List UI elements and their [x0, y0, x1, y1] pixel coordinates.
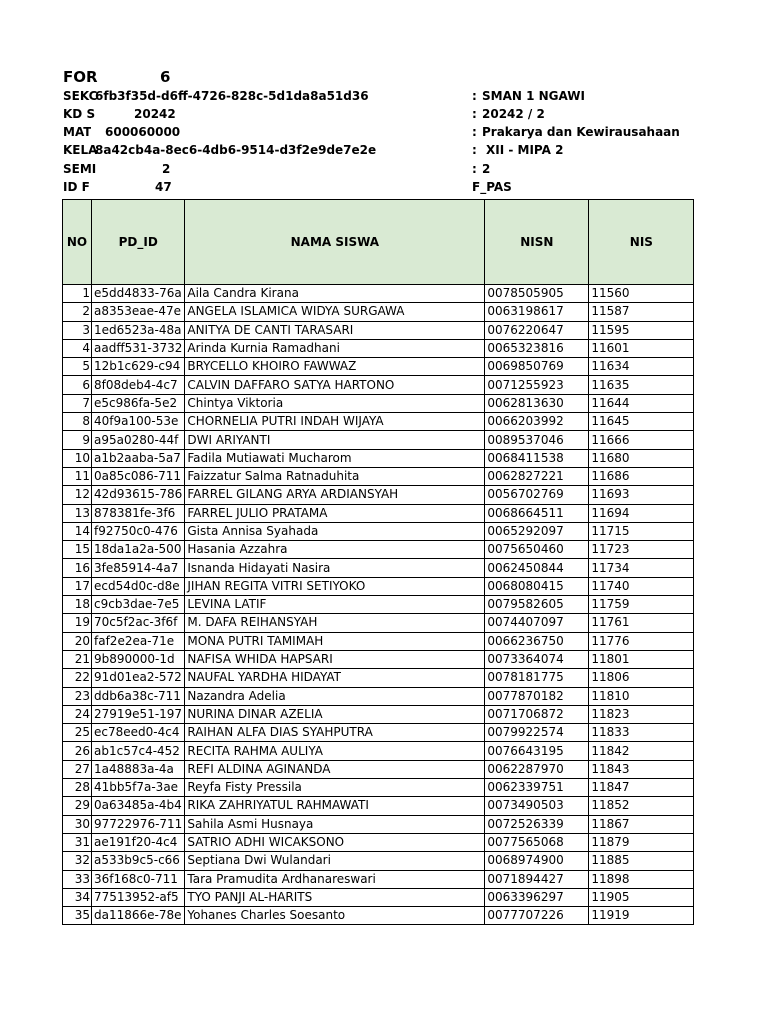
cell-nisn[interactable]: 0078505905	[485, 285, 589, 303]
cell-nisn[interactable]: 0068411538	[485, 449, 589, 467]
cell-pd-id[interactable]: 1a48883a-4a	[92, 760, 185, 778]
cell-pd-id[interactable]: a8353eae-47e	[92, 303, 185, 321]
mat-colon: :	[472, 125, 477, 139]
sekolah-colon: :	[472, 89, 477, 103]
cell-no[interactable]: 29	[63, 797, 92, 815]
cell-nis[interactable]: 11680	[589, 449, 694, 467]
cell-nis[interactable]: 11905	[589, 888, 694, 906]
cell-nama-siswa[interactable]: RECITA RAHMA AULIYA	[185, 742, 485, 760]
cell-nisn[interactable]: 0078181775	[485, 669, 589, 687]
cell-nisn[interactable]: 0062287970	[485, 760, 589, 778]
cell-nis[interactable]: 11634	[589, 358, 694, 376]
cell-pd-id[interactable]: da11866e-78e	[92, 907, 185, 925]
cell-no[interactable]: 2	[63, 303, 92, 321]
cell-nis[interactable]: 11759	[589, 596, 694, 614]
cell-no[interactable]: 28	[63, 779, 92, 797]
cell-nisn[interactable]: 0071706872	[485, 705, 589, 723]
cell-pd-id[interactable]: 9b890000-1d	[92, 650, 185, 668]
table-row[interactable]	[63, 833, 694, 851]
cell-no[interactable]: 31	[63, 833, 92, 851]
cell-pd-id[interactable]: 77513952-af5	[92, 888, 185, 906]
cell-nis[interactable]: 11666	[589, 431, 694, 449]
cell-nama-siswa[interactable]: Aila Candra Kirana	[185, 285, 485, 303]
column-header-nama-siswa: NAMA SISWA	[185, 200, 485, 285]
cell-nisn[interactable]: 0075650460	[485, 541, 589, 559]
table-row[interactable]	[63, 394, 694, 412]
cell-nis[interactable]: 11843	[589, 760, 694, 778]
table-row[interactable]	[63, 522, 694, 540]
cell-nisn[interactable]: 0063396297	[485, 888, 589, 906]
cell-nama-siswa[interactable]: ANGELA ISLAMICA WIDYA SURGAWA	[185, 303, 485, 321]
cell-no[interactable]: 24	[63, 705, 92, 723]
kd-right: 20242 / 2	[482, 107, 545, 121]
cell-no[interactable]: 25	[63, 724, 92, 742]
cell-no[interactable]: 1	[63, 285, 92, 303]
cell-nama-siswa[interactable]: Gista Annisa Syahada	[185, 522, 485, 540]
cell-no[interactable]: 20	[63, 632, 92, 650]
cell-pd-id[interactable]: a533b9c5-c66	[92, 852, 185, 870]
cell-nama-siswa[interactable]: Hasania Azzahra	[185, 541, 485, 559]
cell-pd-id[interactable]: a1b2aaba-5a7	[92, 449, 185, 467]
cell-nama-siswa[interactable]: Septiana Dwi Wulandari	[185, 852, 485, 870]
table-row[interactable]	[63, 705, 694, 723]
cell-nisn[interactable]: 0089537046	[485, 431, 589, 449]
cell-no[interactable]: 11	[63, 467, 92, 485]
form-value: 6	[160, 69, 171, 85]
cell-pd-id[interactable]: a95a0280-44f	[92, 431, 185, 449]
cell-pd-id[interactable]: 3fe85914-4a7	[92, 559, 185, 577]
cell-pd-id[interactable]: 70c5f2ac-3f6f	[92, 614, 185, 632]
cell-pd-id[interactable]: e5dd4833-76a	[92, 285, 185, 303]
table-row[interactable]	[63, 797, 694, 815]
cell-pd-id[interactable]: 0a85c086-711	[92, 467, 185, 485]
cell-nis[interactable]: 11823	[589, 705, 694, 723]
cell-no[interactable]: 33	[63, 870, 92, 888]
table-body	[63, 285, 694, 925]
cell-nama-siswa[interactable]: Yohanes Charles Soesanto	[185, 907, 485, 925]
cell-nisn[interactable]: 0072526339	[485, 815, 589, 833]
student-table	[62, 199, 694, 925]
kelas-right: XII - MIPA 2	[486, 143, 564, 157]
mat-value: 600060000	[105, 125, 181, 139]
cell-nama-siswa[interactable]: NAUFAL YARDHA HIDAYAT	[185, 669, 485, 687]
cell-nis[interactable]: 11601	[589, 339, 694, 357]
cell-no[interactable]: 10	[63, 449, 92, 467]
idf-value: 47	[155, 180, 172, 194]
cell-pd-id[interactable]: 41bb5f7a-3ae	[92, 779, 185, 797]
cell-nisn[interactable]: 0062450844	[485, 559, 589, 577]
cell-nama-siswa[interactable]: NAFISA WHIDA HAPSARI	[185, 650, 485, 668]
cell-pd-id[interactable]: 27919e51-197	[92, 705, 185, 723]
cell-no[interactable]: 21	[63, 650, 92, 668]
table-row[interactable]	[63, 596, 694, 614]
table-row[interactable]	[63, 339, 694, 357]
cell-nisn[interactable]: 0071894427	[485, 870, 589, 888]
table-row[interactable]	[63, 467, 694, 485]
cell-no[interactable]: 23	[63, 687, 92, 705]
cell-nama-siswa[interactable]: FARREL GILANG ARYA ARDIANSYAH	[185, 486, 485, 504]
table-row[interactable]	[63, 358, 694, 376]
semester-value: 2	[162, 162, 171, 176]
table-row[interactable]	[63, 614, 694, 632]
table-row[interactable]	[63, 303, 694, 321]
table-row[interactable]	[63, 449, 694, 467]
cell-nisn[interactable]: 0071255923	[485, 376, 589, 394]
cell-nis[interactable]: 11898	[589, 870, 694, 888]
cell-nisn[interactable]: 0056702769	[485, 486, 589, 504]
cell-nis[interactable]: 11885	[589, 852, 694, 870]
cell-nisn[interactable]: 0077707226	[485, 907, 589, 925]
cell-nama-siswa[interactable]: ANITYA DE CANTI TARASARI	[185, 321, 485, 339]
cell-no[interactable]: 6	[63, 376, 92, 394]
cell-pd-id[interactable]: 0a63485a-4b4	[92, 797, 185, 815]
form-label: FOR	[63, 69, 98, 85]
cell-nis[interactable]: 11919	[589, 907, 694, 925]
cell-nama-siswa[interactable]: CALVIN DAFFARO SATYA HARTONO	[185, 376, 485, 394]
semester-label: SEMI	[63, 162, 97, 176]
cell-nisn[interactable]: 0062339751	[485, 779, 589, 797]
cell-no[interactable]: 16	[63, 559, 92, 577]
cell-no[interactable]: 8	[63, 413, 92, 431]
cell-no[interactable]: 22	[63, 669, 92, 687]
cell-nis[interactable]: 11810	[589, 687, 694, 705]
cell-nis[interactable]: 11587	[589, 303, 694, 321]
table-row[interactable]	[63, 815, 694, 833]
table-row[interactable]	[63, 669, 694, 687]
cell-nis[interactable]: 11806	[589, 669, 694, 687]
cell-nis[interactable]: 11635	[589, 376, 694, 394]
table-row[interactable]	[63, 724, 694, 742]
cell-no[interactable]: 15	[63, 541, 92, 559]
cell-nama-siswa[interactable]: SATRIO ADHI WICAKSONO	[185, 833, 485, 851]
cell-pd-id[interactable]: 8f08deb4-4c7	[92, 376, 185, 394]
cell-no[interactable]: 12	[63, 486, 92, 504]
table-row[interactable]	[63, 504, 694, 522]
cell-no[interactable]: 32	[63, 852, 92, 870]
cell-nisn[interactable]: 0062827221	[485, 467, 589, 485]
cell-nisn[interactable]: 0076643195	[485, 742, 589, 760]
idf-right: F_PAS	[472, 180, 512, 194]
cell-nama-siswa[interactable]: Isnanda Hidayati Nasira	[185, 559, 485, 577]
cell-pd-id[interactable]: 18da1a2a-500	[92, 541, 185, 559]
cell-pd-id[interactable]: aadff531-3732	[92, 339, 185, 357]
cell-pd-id[interactable]: 42d93615-786	[92, 486, 185, 504]
cell-pd-id[interactable]: 1ed6523a-48a	[92, 321, 185, 339]
cell-nama-siswa[interactable]: Tara Pramudita Ardhanareswari	[185, 870, 485, 888]
cell-no[interactable]: 18	[63, 596, 92, 614]
cell-nisn[interactable]: 0068974900	[485, 852, 589, 870]
cell-nis[interactable]: 11644	[589, 394, 694, 412]
mat-label: MAT	[63, 125, 92, 139]
cell-pd-id[interactable]: 91d01ea2-572	[92, 669, 185, 687]
cell-no[interactable]: 34	[63, 888, 92, 906]
cell-nisn[interactable]: 0069850769	[485, 358, 589, 376]
column-header-nis: NIS	[589, 200, 694, 285]
cell-no[interactable]: 5	[63, 358, 92, 376]
kelas-id: 8a42cb4a-8ec6-4db6-9514-d3f2e9de7e2e	[95, 143, 377, 157]
cell-nama-siswa[interactable]: Chintya Viktoria	[185, 394, 485, 412]
cell-nis[interactable]: 11645	[589, 413, 694, 431]
cell-no[interactable]: 19	[63, 614, 92, 632]
cell-nis[interactable]: 11833	[589, 724, 694, 742]
table-row[interactable]	[63, 852, 694, 870]
cell-nisn[interactable]: 0063198617	[485, 303, 589, 321]
table-row[interactable]	[63, 285, 694, 303]
column-header-nisn: NISN	[485, 200, 589, 285]
cell-pd-id[interactable]: c9cb3dae-7e5	[92, 596, 185, 614]
cell-nisn[interactable]: 0065323816	[485, 339, 589, 357]
table-row[interactable]	[63, 541, 694, 559]
cell-nis[interactable]: 11842	[589, 742, 694, 760]
cell-no[interactable]: 27	[63, 760, 92, 778]
table-row[interactable]	[63, 687, 694, 705]
cell-no[interactable]: 30	[63, 815, 92, 833]
cell-nama-siswa[interactable]: RIKA ZAHRIYATUL RAHMAWATI	[185, 797, 485, 815]
table-row[interactable]	[63, 577, 694, 595]
cell-nis[interactable]: 11852	[589, 797, 694, 815]
cell-nis[interactable]: 11686	[589, 467, 694, 485]
cell-no[interactable]: 3	[63, 321, 92, 339]
cell-nama-siswa[interactable]: Fadila Mutiawati Mucharom	[185, 449, 485, 467]
cell-pd-id[interactable]: 878381fe-3f6	[92, 504, 185, 522]
cell-nama-siswa[interactable]: MONA PUTRI TAMIMAH	[185, 632, 485, 650]
cell-pd-id[interactable]: ecd54d0c-d8e	[92, 577, 185, 595]
table-row[interactable]	[63, 742, 694, 760]
cell-pd-id[interactable]: 40f9a100-53e	[92, 413, 185, 431]
column-header-no: NO	[63, 200, 92, 285]
cell-nis[interactable]: 11694	[589, 504, 694, 522]
cell-no[interactable]: 14	[63, 522, 92, 540]
table-row[interactable]	[63, 321, 694, 339]
cell-no[interactable]: 7	[63, 394, 92, 412]
cell-nis[interactable]: 11715	[589, 522, 694, 540]
cell-nama-siswa[interactable]: FARREL JULIO PRATAMA	[185, 504, 485, 522]
cell-no[interactable]: 17	[63, 577, 92, 595]
cell-nis[interactable]: 11776	[589, 632, 694, 650]
cell-nisn[interactable]: 0066203992	[485, 413, 589, 431]
cell-nis[interactable]: 11761	[589, 614, 694, 632]
cell-nis[interactable]: 11693	[589, 486, 694, 504]
cell-nama-siswa[interactable]: LEVINA LATIF	[185, 596, 485, 614]
cell-nis[interactable]: 11560	[589, 285, 694, 303]
table-row[interactable]	[63, 760, 694, 778]
cell-pd-id[interactable]: 97722976-711	[92, 815, 185, 833]
cell-nama-siswa[interactable]: Sahila Asmi Husnaya	[185, 815, 485, 833]
cell-nis[interactable]: 11595	[589, 321, 694, 339]
cell-nis[interactable]: 11879	[589, 833, 694, 851]
cell-nisn[interactable]: 0068080415	[485, 577, 589, 595]
cell-no[interactable]: 4	[63, 339, 92, 357]
table-row[interactable]	[63, 413, 694, 431]
sekolah-name: SMAN 1 NGAWI	[482, 89, 585, 103]
cell-nama-siswa[interactable]: REFI ALDINA AGINANDA	[185, 760, 485, 778]
cell-no[interactable]: 26	[63, 742, 92, 760]
cell-pd-id[interactable]: ddb6a38c-711	[92, 687, 185, 705]
cell-nis[interactable]: 11847	[589, 779, 694, 797]
semester-colon: :	[472, 162, 477, 176]
column-header-pd-id: PD_ID	[92, 200, 185, 285]
cell-nama-siswa[interactable]: RAIHAN ALFA DIAS SYAHPUTRA	[185, 724, 485, 742]
cell-nis[interactable]: 11867	[589, 815, 694, 833]
table-header-row	[63, 200, 694, 285]
table-row[interactable]	[63, 632, 694, 650]
kd-colon: :	[472, 107, 477, 121]
cell-no[interactable]: 9	[63, 431, 92, 449]
cell-nama-siswa[interactable]: JIHAN REGITA VITRI SETIYOKO	[185, 577, 485, 595]
cell-nisn[interactable]: 0077565068	[485, 833, 589, 851]
cell-nama-siswa[interactable]: NURINA DINAR AZELIA	[185, 705, 485, 723]
cell-nama-siswa[interactable]: DWI ARIYANTI	[185, 431, 485, 449]
table-row[interactable]	[63, 431, 694, 449]
cell-nisn[interactable]: 0074407097	[485, 614, 589, 632]
cell-pd-id[interactable]: f92750c0-476	[92, 522, 185, 540]
cell-nisn[interactable]: 0066236750	[485, 632, 589, 650]
cell-nisn[interactable]: 0062813630	[485, 394, 589, 412]
cell-pd-id[interactable]: ab1c57c4-452	[92, 742, 185, 760]
kd-label: KD S	[63, 107, 96, 121]
cell-nama-siswa[interactable]: M. DAFA REIHANSYAH	[185, 614, 485, 632]
cell-pd-id[interactable]: e5c986fa-5e2	[92, 394, 185, 412]
cell-nama-siswa[interactable]: Faizzatur Salma Ratnaduhita	[185, 467, 485, 485]
cell-nisn[interactable]: 0065292097	[485, 522, 589, 540]
cell-nis[interactable]: 11723	[589, 541, 694, 559]
cell-nama-siswa[interactable]: CHORNELIA PUTRI INDAH WIJAYA	[185, 413, 485, 431]
table-row[interactable]	[63, 888, 694, 906]
cell-nama-siswa[interactable]: BRYCELLO KHOIRO FAWWAZ	[185, 358, 485, 376]
table-row[interactable]	[63, 870, 694, 888]
table-row[interactable]	[63, 779, 694, 797]
cell-nisn[interactable]: 0073364074	[485, 650, 589, 668]
table-row[interactable]	[63, 559, 694, 577]
kd-value: 20242	[134, 107, 176, 121]
cell-pd-id[interactable]: 36f168c0-711	[92, 870, 185, 888]
cell-no[interactable]: 13	[63, 504, 92, 522]
idf-label: ID F	[63, 180, 90, 194]
cell-nisn[interactable]: 0068664511	[485, 504, 589, 522]
table-row[interactable]	[63, 486, 694, 504]
cell-nisn[interactable]: 0079582605	[485, 596, 589, 614]
kelas-label: KELA	[63, 143, 98, 157]
cell-nisn[interactable]: 0073490503	[485, 797, 589, 815]
cell-nama-siswa[interactable]: TYO PANJI AL-HARITS	[185, 888, 485, 906]
table-row[interactable]	[63, 907, 694, 925]
cell-pd-id[interactable]: 12b1c629-c94	[92, 358, 185, 376]
cell-pd-id[interactable]: ae191f20-4c4	[92, 833, 185, 851]
sekolah-id: 6fb3f35d-d6ff-4726-828c-5d1da8a51d36	[95, 89, 369, 103]
cell-nis[interactable]: 11734	[589, 559, 694, 577]
kelas-colon: :	[472, 143, 477, 157]
table-row[interactable]	[63, 376, 694, 394]
cell-nis[interactable]: 11740	[589, 577, 694, 595]
cell-nama-siswa[interactable]: Reyfa Fisty Pressila	[185, 779, 485, 797]
sekolah-label: SEKC	[63, 89, 98, 103]
cell-nis[interactable]: 11801	[589, 650, 694, 668]
cell-nisn[interactable]: 0079922574	[485, 724, 589, 742]
cell-pd-id[interactable]: ec78eed0-4c4	[92, 724, 185, 742]
cell-pd-id[interactable]: faf2e2ea-71e	[92, 632, 185, 650]
cell-nama-siswa[interactable]: Nazandra Adelia	[185, 687, 485, 705]
cell-nisn[interactable]: 0077870182	[485, 687, 589, 705]
cell-nama-siswa[interactable]: Arinda Kurnia Ramadhani	[185, 339, 485, 357]
cell-nisn[interactable]: 0076220647	[485, 321, 589, 339]
semester-right: 2	[482, 162, 491, 176]
table-row[interactable]	[63, 650, 694, 668]
mat-right: Prakarya dan Kewirausahaan	[482, 125, 680, 139]
cell-no[interactable]: 35	[63, 907, 92, 925]
